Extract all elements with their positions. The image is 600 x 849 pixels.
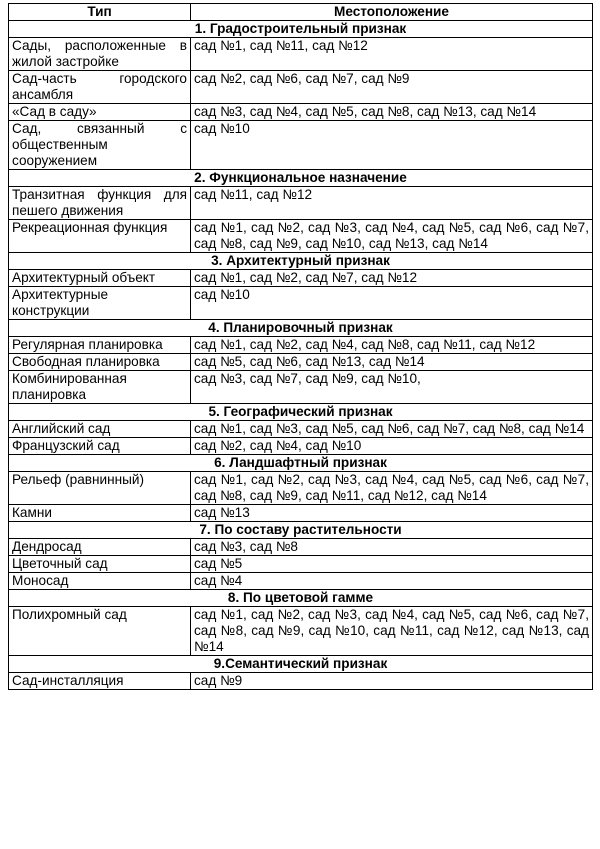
type-cell: Сад-инсталляция — [9, 673, 191, 690]
table-row — [9, 673, 593, 690]
section-title: 6. Ландшафтный признак — [9, 455, 593, 472]
type-cell: Камни — [9, 505, 191, 522]
section-title: 1. Градостроительный признак — [9, 21, 593, 38]
section-title: 2. Функциональное назначение — [9, 170, 593, 187]
table-row — [9, 438, 593, 455]
section-row — [9, 253, 593, 270]
section-title: 9.Семантический признак — [9, 656, 593, 673]
location-cell: сад №13 — [191, 505, 593, 522]
section-title: 8. По цветовой гамме — [9, 590, 593, 607]
section-row — [9, 656, 593, 673]
table-row — [9, 573, 593, 590]
type-cell: «Сад в саду» — [9, 104, 191, 121]
type-cell: Сады, расположенные в жилой застройке — [9, 38, 191, 71]
location-cell: сад №2, сад №4, сад №10 — [191, 438, 593, 455]
table-row — [9, 556, 593, 573]
header-type: Тип — [9, 4, 191, 21]
table-row — [9, 354, 593, 371]
location-cell: сад №10 — [191, 121, 593, 170]
location-cell: сад №1, сад №2, сад №3, сад №4, сад №5, сад №6, сад №7, сад №8, сад №9, сад №10, сад №13, сад №14 — [191, 220, 593, 253]
table-row — [9, 38, 593, 71]
table-row — [9, 287, 593, 320]
type-cell: Сад-часть городского ансамбля — [9, 71, 191, 104]
section-row — [9, 21, 593, 38]
section-row — [9, 404, 593, 421]
section-row — [9, 170, 593, 187]
section-title: 5. Географический признак — [9, 404, 593, 421]
type-cell: Архитектурные конструкции — [9, 287, 191, 320]
type-cell: Моносад — [9, 573, 191, 590]
type-cell: Регулярная планировка — [9, 337, 191, 354]
location-cell: сад №1, сад №2, сад №4, сад №8, сад №11, сад №12 — [191, 337, 593, 354]
location-cell: сад №2, сад №6, сад №7, сад №9 — [191, 71, 593, 104]
table-row — [9, 270, 593, 287]
section-row — [9, 590, 593, 607]
location-cell: сад №3, сад №4, сад №5, сад №8, сад №13, сад №14 — [191, 104, 593, 121]
location-cell: сад №1, сад №2, сад №3, сад №4, сад №5, сад №6, сад №7, сад №8, сад №9, сад №10, сад №11, сад №12, сад №13, сад №14 — [191, 607, 593, 656]
type-cell: Свободная планировка — [9, 354, 191, 371]
table-row — [9, 371, 593, 404]
type-cell: Комбинированная планировка — [9, 371, 191, 404]
type-cell: Сад, связанный с общественным сооружением — [9, 121, 191, 170]
section-title: 3. Архитектурный признак — [9, 253, 593, 270]
location-cell: сад №5 — [191, 556, 593, 573]
section-row — [9, 320, 593, 337]
table-row — [9, 187, 593, 220]
location-cell: сад №1, сад №2, сад №7, сад №12 — [191, 270, 593, 287]
location-cell: сад №10 — [191, 287, 593, 320]
section-title: 4. Планировочный признак — [9, 320, 593, 337]
location-cell: сад №3, сад №8 — [191, 539, 593, 556]
type-cell: Английский сад — [9, 421, 191, 438]
location-cell: сад №4 — [191, 573, 593, 590]
type-cell: Французский сад — [9, 438, 191, 455]
section-row — [9, 522, 593, 539]
table-row — [9, 607, 593, 656]
location-cell: сад №3, сад №7, сад №9, сад №10, — [191, 371, 593, 404]
type-cell: Дендросад — [9, 539, 191, 556]
table-row — [9, 337, 593, 354]
table-row — [9, 71, 593, 104]
table-row — [9, 472, 593, 505]
type-cell: Транзитная функция для пешего движения — [9, 187, 191, 220]
location-cell: сад №9 — [191, 673, 593, 690]
location-cell: сад №1, сад №3, сад №5, сад №6, сад №7, сад №8, сад №14 — [191, 421, 593, 438]
location-cell: сад №1, сад №11, сад №12 — [191, 38, 593, 71]
table-row — [9, 121, 593, 170]
table-row — [9, 539, 593, 556]
type-cell: Рельеф (равнинный) — [9, 472, 191, 505]
garden-classification-table — [8, 3, 593, 690]
location-cell: сад №1, сад №2, сад №3, сад №4, сад №5, сад №6, сад №7, сад №8, сад №9, сад №11, сад №12, сад №14 — [191, 472, 593, 505]
location-cell: сад №11, сад №12 — [191, 187, 593, 220]
table-row — [9, 220, 593, 253]
header-location: Местоположение — [191, 4, 593, 21]
section-row — [9, 455, 593, 472]
type-cell: Рекреационная функция — [9, 220, 191, 253]
header-row — [9, 4, 593, 21]
table-row — [9, 421, 593, 438]
type-cell: Цветочный сад — [9, 556, 191, 573]
table-body — [9, 21, 593, 690]
table-row — [9, 505, 593, 522]
table-row — [9, 104, 593, 121]
location-cell: сад №5, сад №6, сад №13, сад №14 — [191, 354, 593, 371]
type-cell: Полихромный сад — [9, 607, 191, 656]
section-title: 7. По составу растительности — [9, 522, 593, 539]
type-cell: Архитектурный объект — [9, 270, 191, 287]
